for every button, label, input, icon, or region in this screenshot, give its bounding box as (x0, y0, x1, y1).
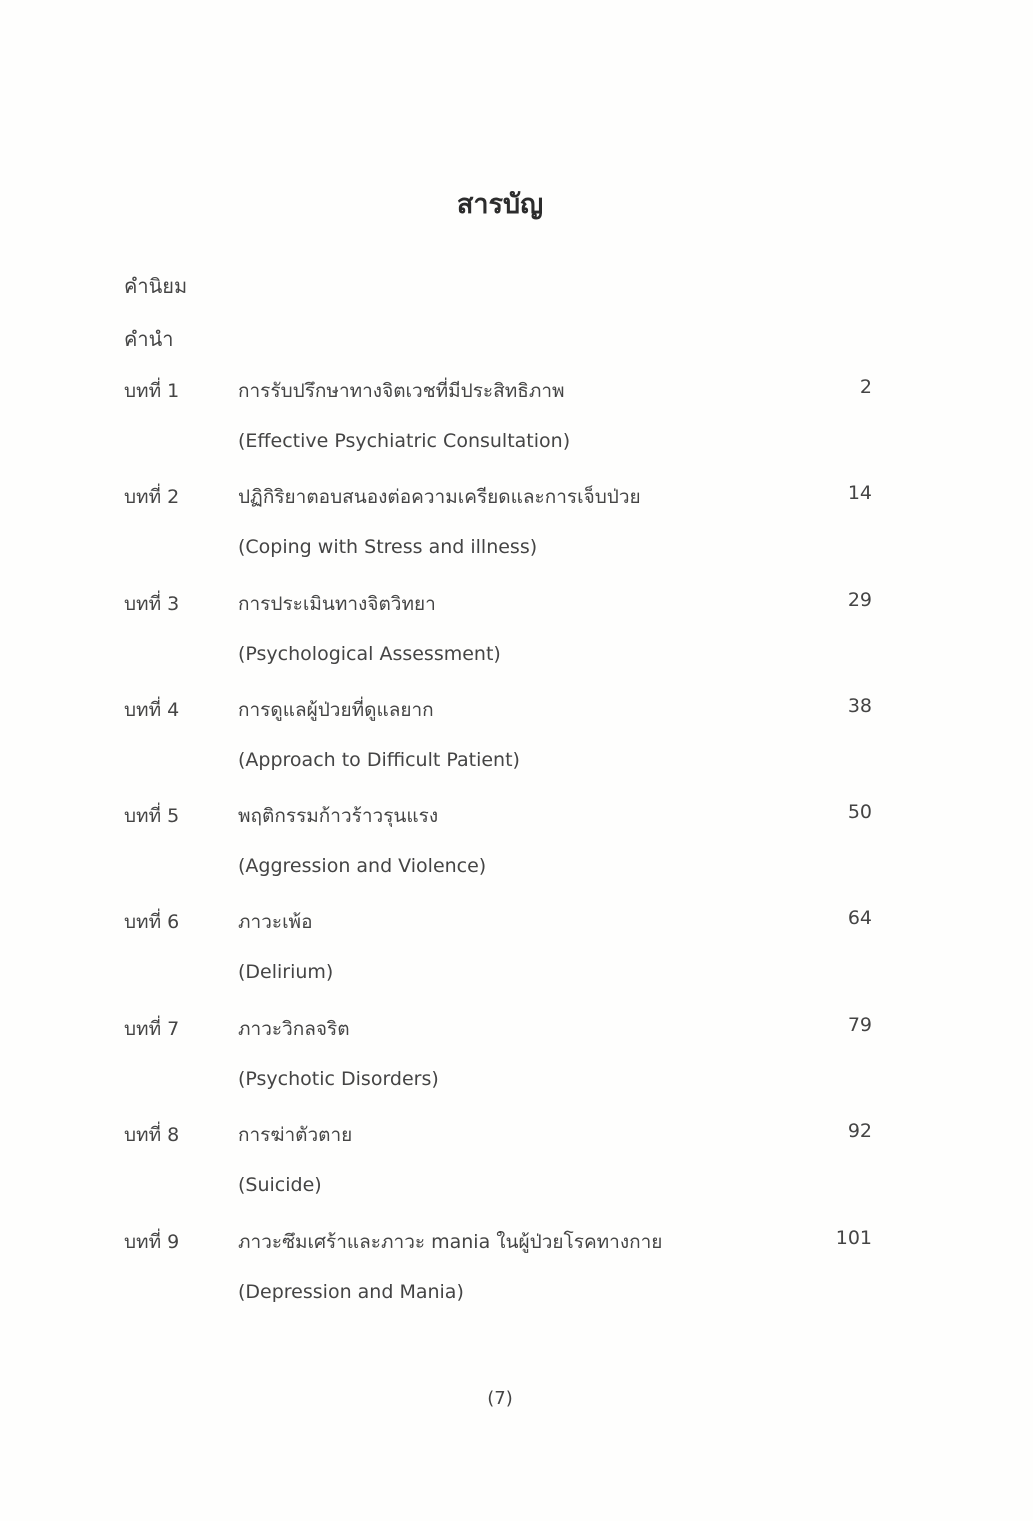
chapter-label: บทที่ 2 (124, 486, 180, 508)
toc-entry-chapter-4[interactable] (0, 695, 1033, 725)
front-matter-foreword: คำนิยม (124, 274, 188, 298)
chapter-page-number: 38 (847, 695, 872, 717)
chapter-english-title: (Depression and Mania) (238, 1281, 464, 1303)
chapter-english-title: (Psychological Assessment) (238, 643, 501, 665)
chapter-thai-title: การประเมินทางจิตวิทยา (238, 593, 436, 615)
chapter-english-title: (Delirium) (238, 961, 334, 983)
chapter-page-number: 64 (847, 907, 872, 929)
chapter-thai-title: การดูแลผู้ป่วยที่ดูแลยาก (238, 699, 434, 721)
chapter-english-title: (Psychotic Disorders) (238, 1068, 439, 1090)
chapter-page-number: 79 (847, 1014, 872, 1036)
toc-entry-chapter-6[interactable] (0, 907, 1033, 937)
chapter-english-title: (Approach to Difficult Patient) (238, 749, 520, 771)
chapter-label: บทที่ 8 (124, 1124, 180, 1146)
chapter-thai-title: ภาวะซึมเศร้าและภาวะ mania ในผู้ป่วยโรคทางกาย (238, 1231, 663, 1253)
chapter-thai-title: ภาวะเพ้อ (238, 911, 313, 933)
chapter-label: บทที่ 4 (124, 699, 180, 721)
front-matter-preface: คำนำ (124, 327, 174, 351)
chapter-label: บทที่ 9 (124, 1231, 180, 1253)
chapter-thai-title: พฤติกรรมก้าวร้าวรุนแรง (238, 805, 439, 827)
chapter-label: บทที่ 1 (124, 380, 180, 402)
chapter-page-number: 14 (847, 482, 872, 504)
toc-entry-chapter-3[interactable] (0, 589, 1033, 619)
toc-entry-chapter-8[interactable] (0, 1120, 1033, 1150)
chapter-page-number: 92 (847, 1120, 872, 1142)
chapter-label: บทที่ 3 (124, 593, 180, 615)
chapter-label: บทที่ 7 (124, 1018, 180, 1040)
chapter-thai-title: ภาวะวิกลจริต (238, 1018, 350, 1040)
chapter-english-title: (Aggression and Violence) (238, 855, 487, 877)
chapter-english-title: (Suicide) (238, 1174, 322, 1196)
chapter-thai-title: การฆ่าตัวตาย (238, 1124, 353, 1146)
toc-entry-chapter-2[interactable] (0, 482, 1033, 512)
page-number-footer: (7) (487, 1388, 513, 1409)
chapter-label: บทที่ 6 (124, 911, 180, 933)
chapter-page-number: 50 (847, 801, 872, 823)
chapter-thai-title: การรับปรึกษาทางจิตเวชที่มีประสิทธิภาพ (238, 380, 565, 402)
toc-entry-chapter-9[interactable] (0, 1227, 1033, 1257)
toc-entry-chapter-1[interactable] (0, 376, 1033, 406)
chapter-english-title: (Coping with Stress and illness) (238, 536, 538, 558)
toc-entry-chapter-5[interactable] (0, 801, 1033, 831)
chapter-page-number: 29 (847, 589, 872, 611)
page-title: สารบัญ (456, 189, 544, 220)
chapter-page-number: 101 (835, 1227, 872, 1249)
chapter-label: บทที่ 5 (124, 805, 180, 827)
chapter-english-title: (Effective Psychiatric Consultation) (238, 430, 571, 452)
chapter-page-number: 2 (859, 376, 872, 398)
chapter-thai-title: ปฏิกิริยาตอบสนองต่อความเครียดและการเจ็บป่วย (238, 486, 641, 508)
toc-entry-chapter-7[interactable] (0, 1014, 1033, 1044)
